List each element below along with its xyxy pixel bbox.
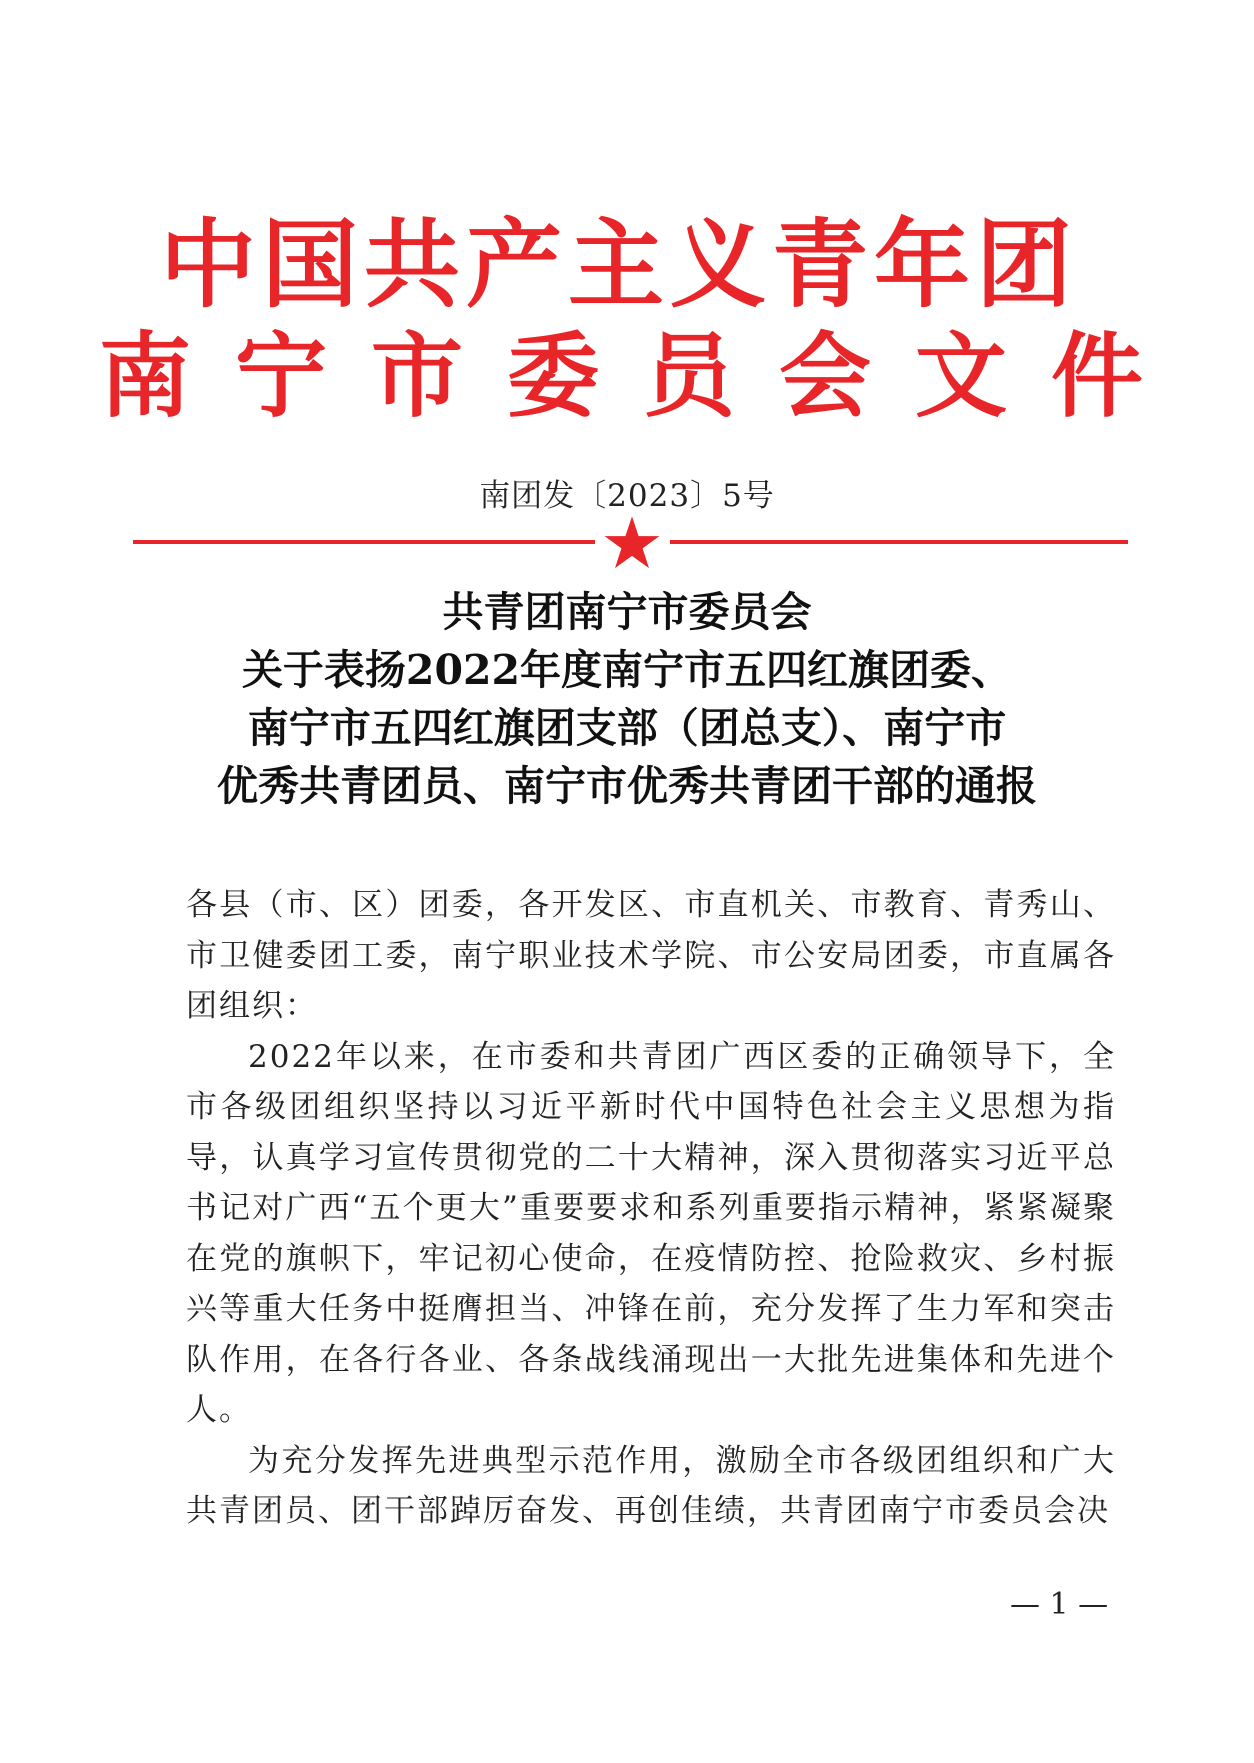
title-line-3: 南宁市五四红旗团支部（团总支）、南宁市: [247, 704, 1007, 752]
page-number: — 1 —: [1010, 1587, 1109, 1622]
header-doc-type: 南宁市委员会文件: [98, 322, 1187, 430]
document-number: 南团发〔2023〕5号: [479, 478, 775, 514]
title-line-1: 共青团南宁市委员会: [442, 588, 812, 636]
body-paragraph-1: 2022年以来，在市委和共青团广西区委的正确领导下，全市各级团组织坚持以习近平新时代中国特色社会主义思想为指导，认真学习宣传贯彻党的二十大精神，深入贯彻落实习近平总书记对广西“五个更大”重要要求和系列重要指示精神，紧紧凝聚在党的旗帜下，牢记初心使命，在疫情防控、抢险救灾、乡村振兴等重大任务中挺膺担当、冲锋在前，充分发挥了生力军和突击队作用，在各行各业、各条战线涌现出一大批先进集体和先进个人。: [186, 1038, 1116, 1428]
document-body: [186, 880, 1116, 1537]
red-divider-right: [670, 540, 1128, 544]
red-divider-left: [133, 540, 595, 544]
title-line-2: 关于表扬2022年度南宁市五四红旗团委、: [241, 646, 1013, 694]
body-paragraph-2: 为充分发挥先进典型示范作用，激励全市各级团组织和广大共青团员、团干部踔厉奋发、再创佳绩，共青团南宁市委员会决: [186, 1442, 1116, 1529]
salutation: 各县（市、区）团委，各开发区、市直机关、市教育、青秀山、市卫健委团工委，南宁职业技术学院、市公安局团委，市直属各团组织：: [186, 887, 1116, 1024]
title-line-4: 优秀共青团员、南宁市优秀共青团干部的通报: [217, 762, 1037, 810]
document-title: [120, 583, 1134, 815]
header-org-name: 中国共产主义青年团: [160, 208, 1078, 321]
star-icon: [604, 516, 660, 570]
